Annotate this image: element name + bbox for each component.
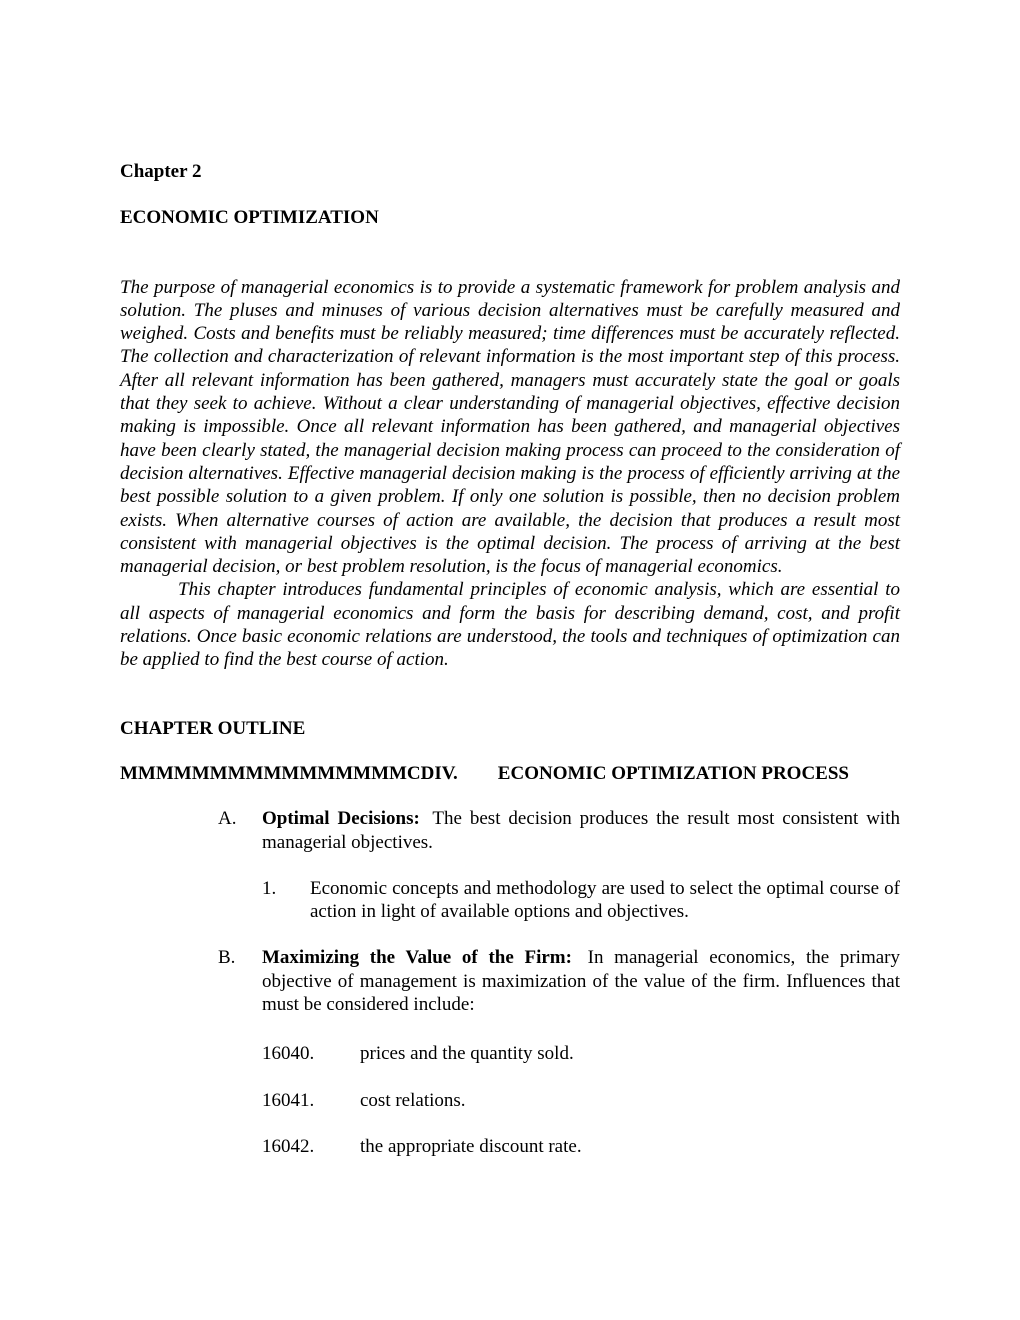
outline-item-16040-text: prices and the quantity sold. [360,1043,574,1065]
outline-item-b-label: Maximizing the Value of the Firm: [262,947,572,969]
section-title: ECONOMIC OPTIMIZATION PROCESS [497,762,849,784]
intro-paragraph-2: This chapter introduces fundamental principles of economic analysis, which are essential to all aspects of managerial economics and form the basis for describing demand, cost, and profit relations. Once basic economic relations are understood, the tools and techniques of optimization can be applied to find the best course of action. [120,579,900,671]
outline-item-16040-marker: 16040. [262,1043,315,1065]
outline-item-a1-marker: 1. [262,877,277,899]
document-title: ECONOMIC OPTIMIZATION [120,207,379,229]
outline-item-b-body [262,946,900,1016]
outline-item-16042 [262,1135,900,1158]
outline-item-16040-body [360,1042,900,1065]
outline-item-16042-text: the appropriate discount rate. [360,1135,582,1157]
section-heading [120,762,900,785]
outline-item-16041-body [360,1089,900,1112]
intro-paragraph-1: The purpose of managerial economics is to provide a systematic framework for problem analysis and solution. The pluses and minuses of various decision alternatives must be carefully measured and weighed. Costs and benefits must be reliably measured; time differences must be accurately reflected. The collection and characterization of relevant information is the most important step of this process. After all relevant information has been gathered, managers must accurately state the goal or goals that they seek to achieve. Without a clear understanding of managerial objectives, effective decision making is impossible. Once all relevant information has been gathered, and managerial objectives have been clearly stated, the managerial decision making process can proceed to the consideration of decision alternatives. Effective managerial decision making is the process of efficiently arriving at the best possible solution to a given problem. If only one solution is possible, then no decision problem exists. When alternative courses of action are available, the decision that produces a result most consistent with managerial objectives is the optimal decision. The process of arriving at the best managerial decision, or best problem resolution, is the focus of managerial economics. [120,276,900,578]
outline-item-16042-marker: 16042. [262,1135,315,1157]
outline-item-16042-body [360,1135,900,1158]
outline-item-b-marker: B. [218,947,236,969]
outline-item-b [218,946,900,1016]
outline-item-a [218,807,900,854]
outline-item-16041-marker: 16041. [262,1089,315,1111]
chapter-outline-heading: CHAPTER OUTLINE [120,717,306,739]
section-number: MMMMMMMMMMMMMMMMCDIV. [120,762,458,784]
outline-item-16041 [262,1089,900,1112]
chapter-label: Chapter 2 [120,161,202,182]
outline-item-a1 [262,877,900,924]
outline-item-b-text: In managerial economics, the primary objective of management is maximization of the value of the firm. Influences that must be considered include: [262,947,900,1016]
outline-item-a-label: Optimal Decisions: [262,808,420,830]
outline-item-a-text: The best decision produces the result most consistent with managerial objectives. [262,808,900,853]
outline-item-16040 [262,1042,900,1065]
outline-item-a1-text: Economic concepts and methodology are used to select the optimal course of action in light of available options and objectives. [310,877,900,923]
outline-item-a1-body [310,877,900,924]
outline-item-16041-text: cost relations. [360,1089,466,1111]
outline-item-a-body [262,807,900,854]
outline-item-a-marker: A. [218,808,237,830]
